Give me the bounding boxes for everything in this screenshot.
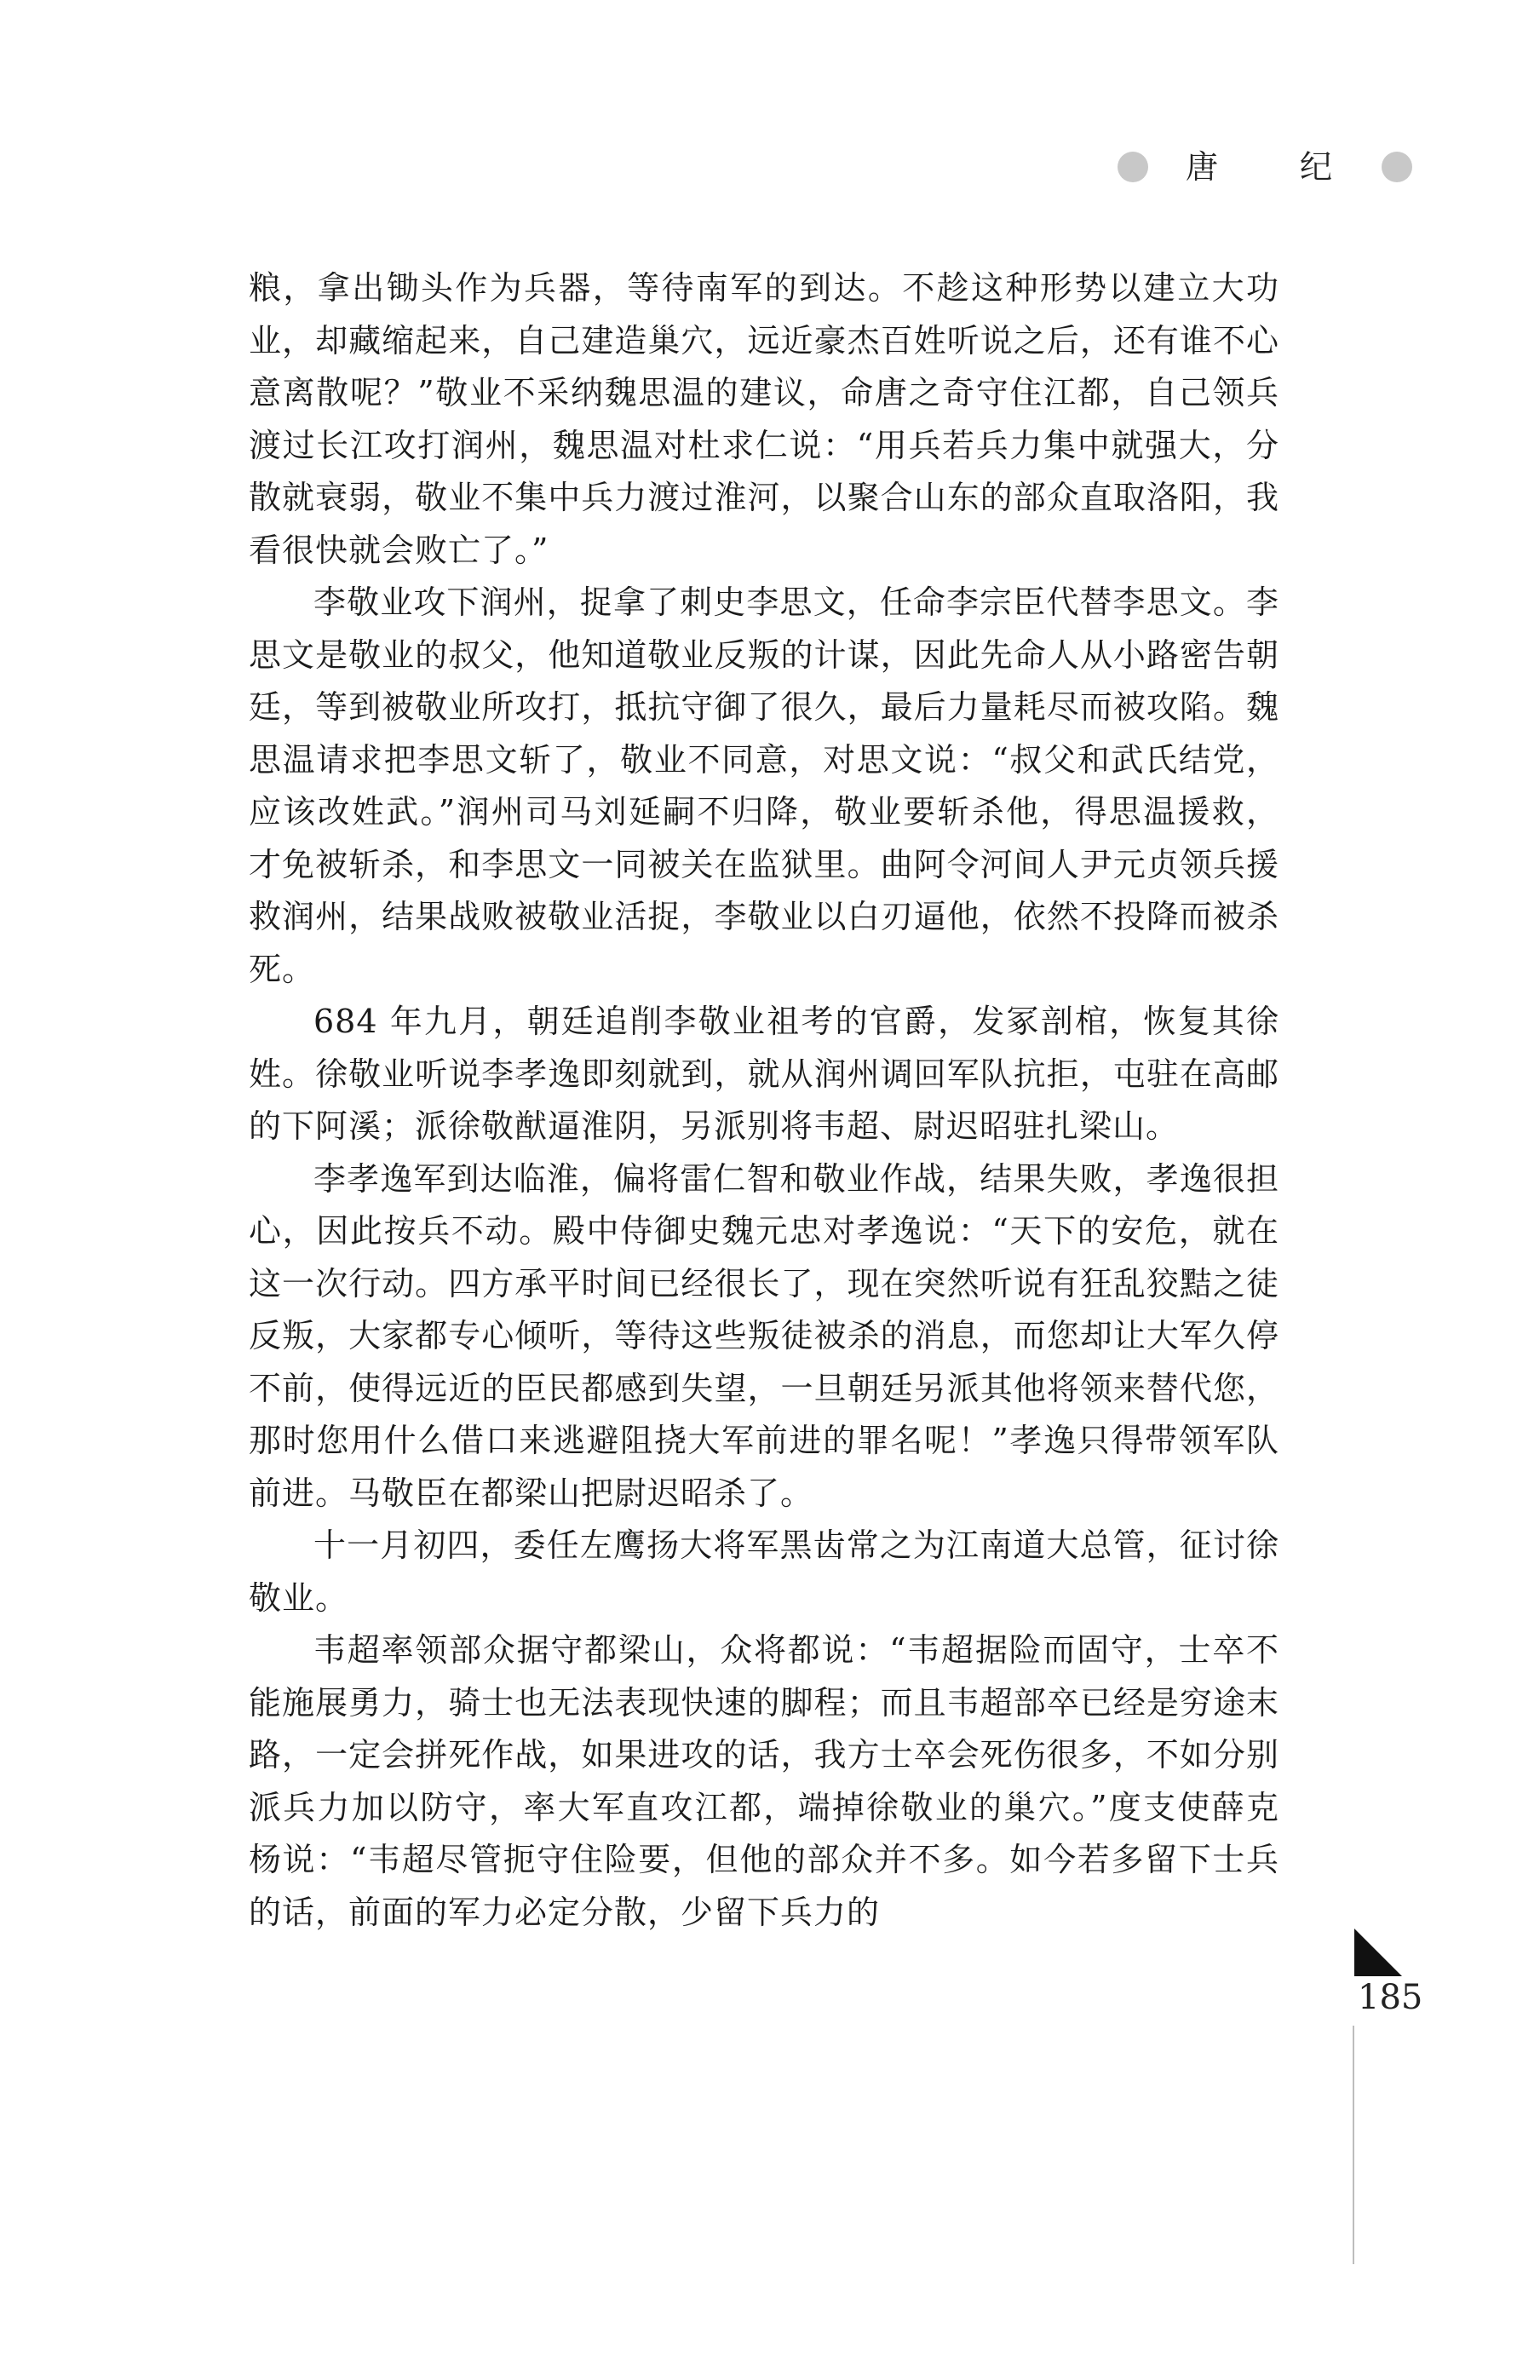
paragraph: 十一月初四，委任左鹰扬大将军黑齿常之为江南道大总管，征讨徐敬业。	[249, 1526, 1279, 1617]
page-corner-triangle-icon	[1354, 1929, 1402, 1976]
body-text	[249, 262, 1279, 1939]
paragraph: 李孝逸军到达临淮，偏将雷仁智和敬业作战，结果失败，孝逸很担心，因此按兵不动。殿中侍御史魏元忠对孝逸说：“天下的安危，就在这一次行动。四方承平时间已经很长了，现在突然听说有狂乱狡黠之徒反叛，大家都专心倾听，等待这些叛徒被杀的消息，而您却让大军久停不前，使得远近的臣民都感到失望，一旦朝廷另派其他将领来替代您，那时您用什么借口来逃避阻挠大军前进的罪名呢！”孝逸只得带领军队前进。马敬臣在都梁山把尉迟昭杀了。	[249, 1159, 1279, 1512]
paragraph: 韦超率领部众据守都梁山，众将都说：“韦超据险而固守，士卒不能施展勇力，骑士也无法表现快速的脚程；而且韦超部卒已经是穷途末路，一定会拼死作战，如果进攻的话，我方士卒会死伤很多，不如分别派兵力加以防守，率大军直攻江都，端掉徐敬业的巢穴。”度支使薛克杨说：“韦超尽管扼守住险要，但他的部众并不多。如今若多留下士兵的话，前面的军力必定分散，少留下兵力的	[249, 1631, 1279, 1931]
header-dot-left-icon	[1118, 152, 1148, 182]
header-title-char-1: 唐	[1186, 148, 1219, 186]
paragraph: 李敬业攻下润州，捉拿了刺史李思文，任命李宗臣代替李思文。李思文是敬业的叔父，他知道敬业反叛的计谋，因此先命人从小路密告朝廷，等到被敬业所攻打，抵抗守御了很久，最后力量耗尽而被攻陷。魏思温请求把李思文斩了，敬业不同意，对思文说：“叔父和武氏结党，应该改姓武。”润州司马刘延嗣不归降，敬业要斩杀他，得思温援救，才免被斩杀，和李思文一同被关在监狱里。曲阿令河间人尹元贞领兵援救润州，结果战败被敬业活捉，李敬业以白刃逼他，依然不投降而被杀死。	[249, 584, 1279, 988]
paragraph: 684 年九月，朝廷追削李敬业祖考的官爵，发冢剖棺，恢复其徐姓。徐敬业听说李孝逸即刻就到，就从润州调回军队抗拒，屯驻在高邮的下阿溪；派徐敬猷逼淮阴，另派别将韦超、尉迟昭驻扎梁山。	[249, 1003, 1279, 1145]
header-title-char-2: 纪	[1300, 148, 1333, 186]
header-dot-right-icon	[1382, 152, 1412, 182]
running-header	[1107, 143, 1431, 194]
paragraph-continued: 粮，拿出锄头作为兵器，等待南军的到达。不趁这种形势以建立大功业，却藏缩起来，自己建造巢穴，远近豪杰百姓听说之后，还有谁不心意离散呢？”敬业不采纳魏思温的建议，命唐之奇守住江都，自己领兵渡过长江攻打润州，魏思温对杜求仁说：“用兵若兵力集中就强大，分散就衰弱，敬业不集中兵力渡过淮河，以聚合山东的部众直取洛阳，我看很快就会败亡了。”	[249, 269, 1279, 569]
margin-rule	[1353, 2026, 1354, 2264]
page-number: 185	[1358, 1978, 1423, 2017]
